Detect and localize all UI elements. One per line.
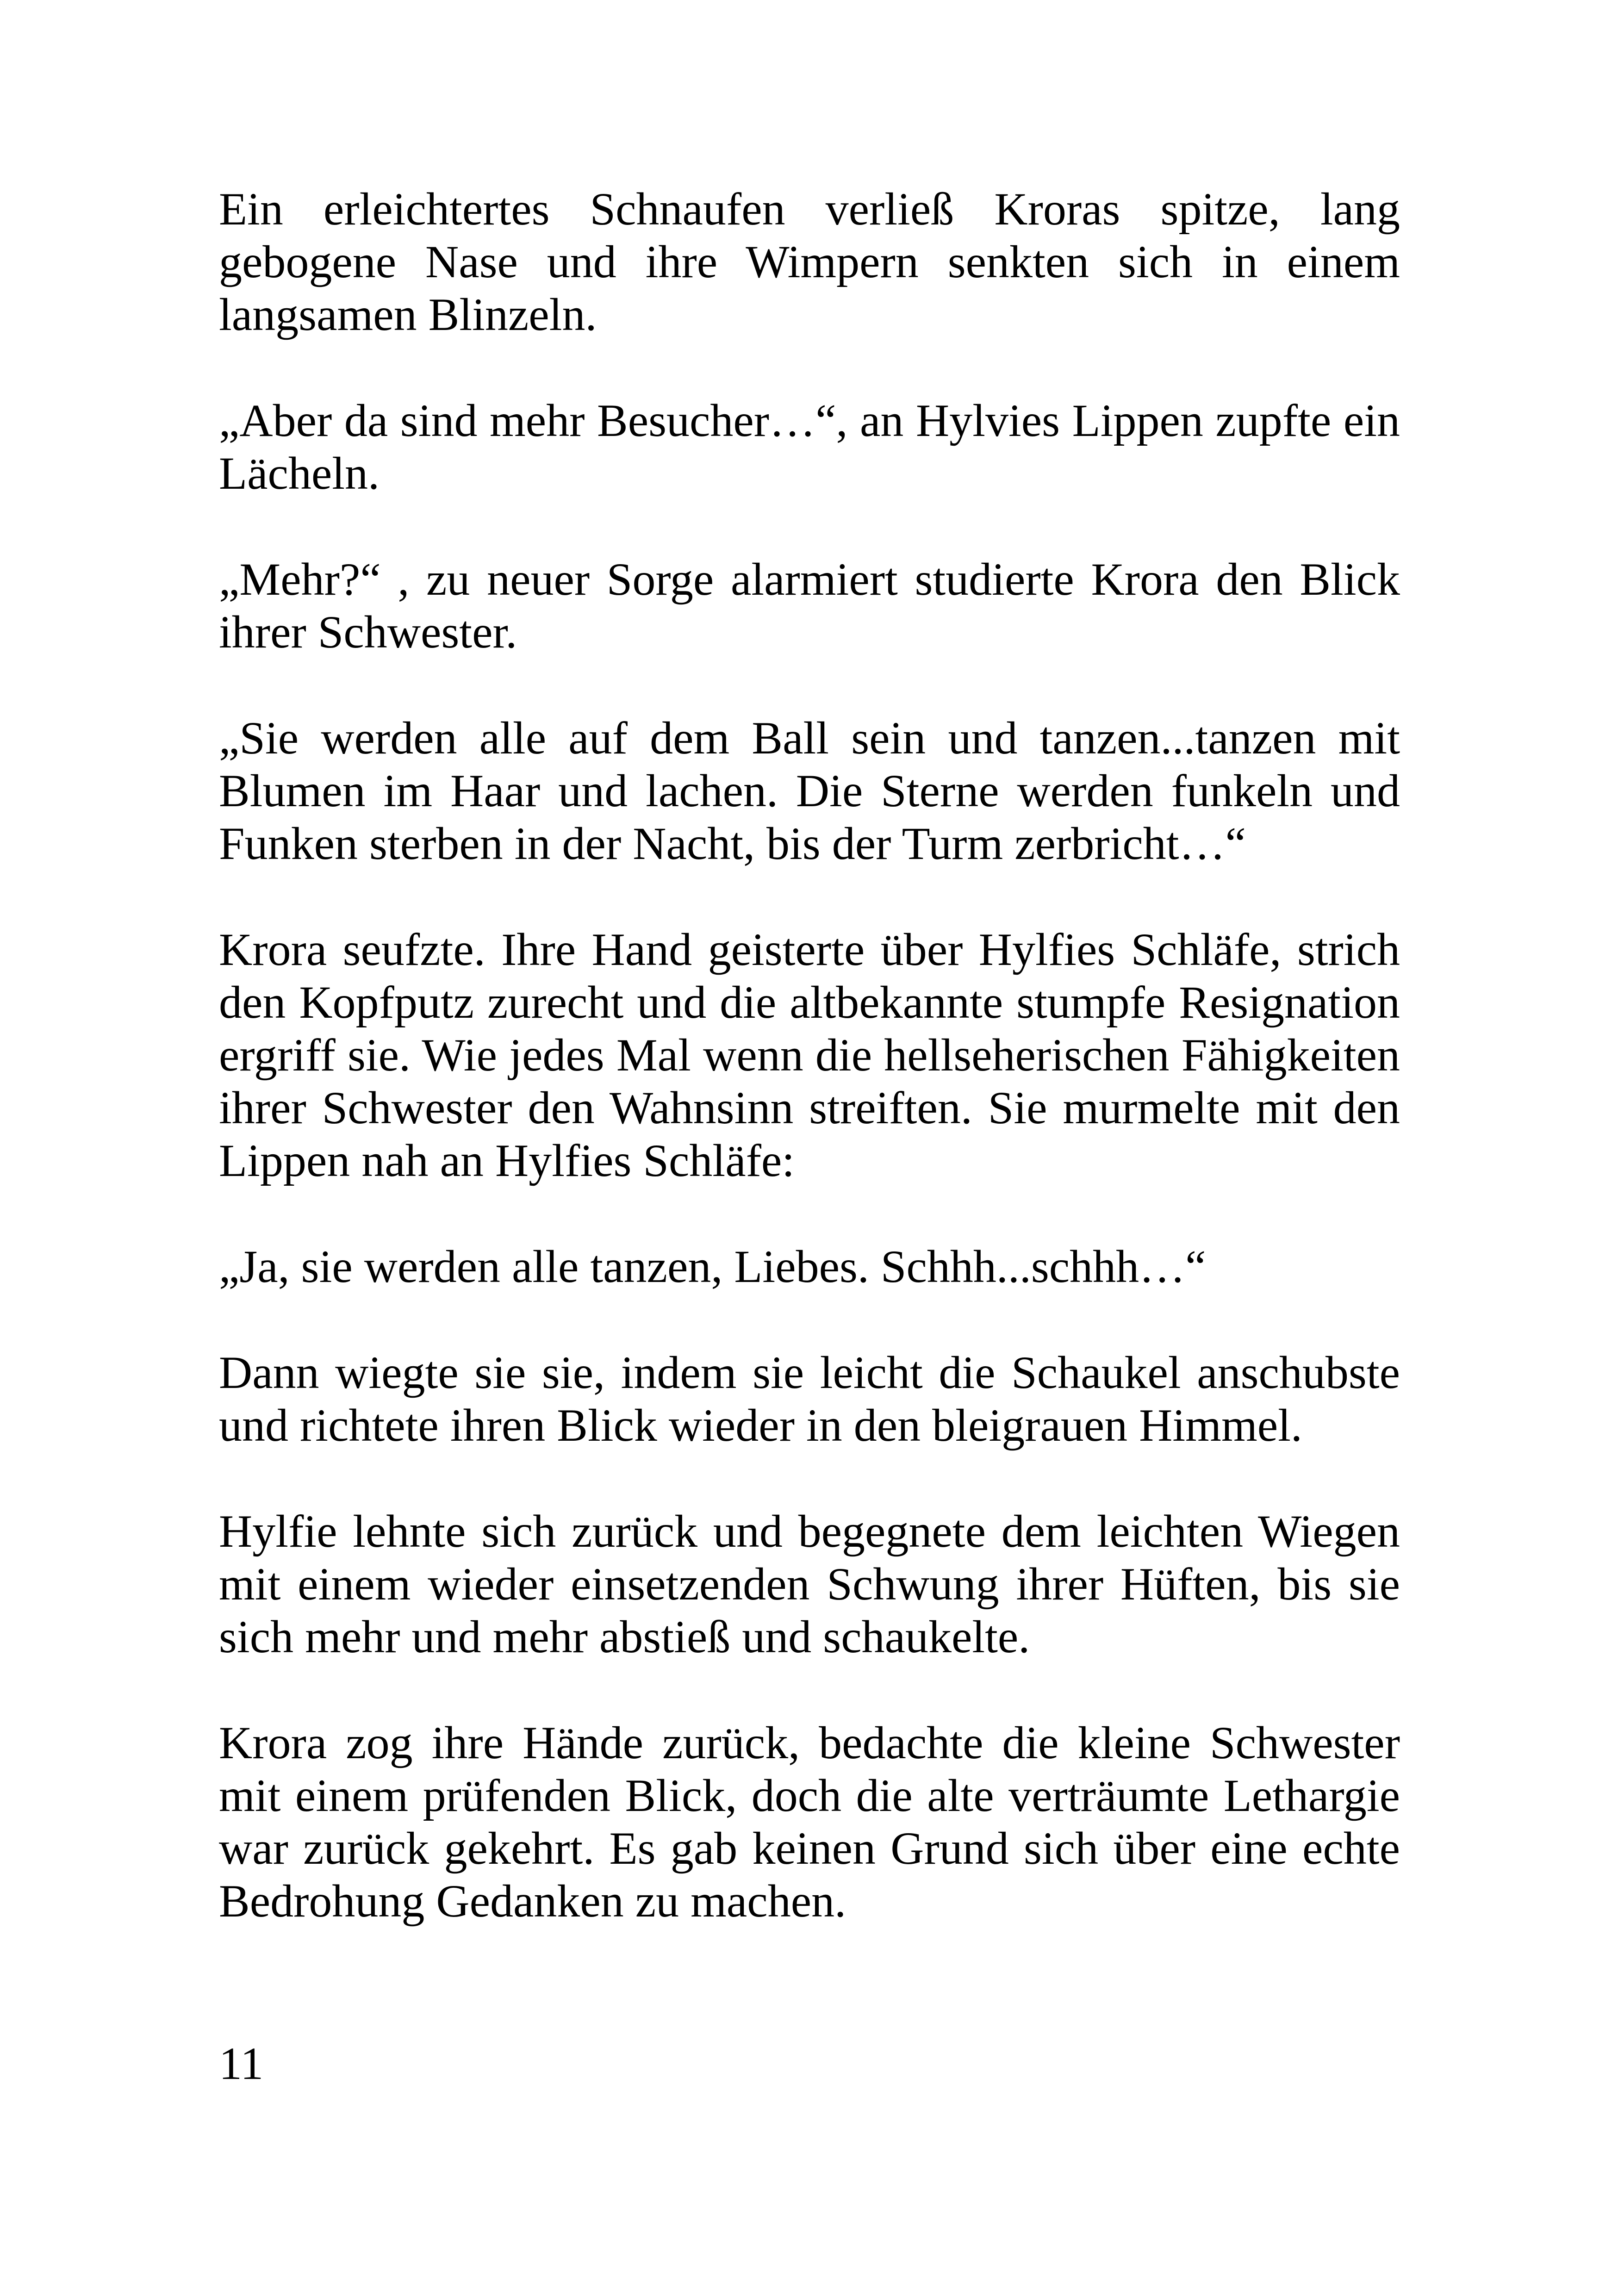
paragraph: Krora zog ihre Hände zurück, bedachte die kleine Schwester mit einem prüfenden Blick, doch die alte verträumte Lethargie war zurück gekehrt. Es gab keinen Grund sich über eine echte Bedrohung Gedanken zu machen. [219, 1717, 1400, 1927]
paragraph: „Sie werden alle auf dem Ball sein und tanzen...tanzen mit Blumen im Haar und lachen. Die Sterne werden funkeln und Funken sterben in der Nacht, bis der Turm zerbricht…“ [219, 712, 1400, 869]
paragraph: „Ja, sie werden alle tanzen, Liebes. Schhh...schhh…“ [219, 1241, 1206, 1292]
paragraph: „Aber da sind mehr Besucher…“, an Hylvies Lippen zupfte ein Lächeln. [219, 395, 1400, 499]
page-number: 11 [219, 2038, 264, 2089]
paragraph: Hylfie lehnte sich zurück und begegnete dem leichten Wiegen mit einem wieder einsetzenden Schwung ihrer Hüften, bis sie sich mehr und mehr abstieß und schaukelte. [219, 1506, 1400, 1662]
paragraph: Krora seufzte. Ihre Hand geisterte über Hylfies Schläfe, strich den Kopfputz zurecht und die altbekannte stumpfe Resignation ergriff sie. Wie jedes Mal wenn die hellseherischen Fähigkeiten ihrer Schwester den Wahnsinn streiften. Sie murmelte mit den Lippen nah an Hylfies Schläfe: [219, 924, 1400, 1186]
paragraph: Ein erleichtertes Schnaufen verließ Kroras spitze, lang gebogene Nase und ihre Wimpern senkten sich in einem langsamen Blinzeln. [219, 183, 1400, 340]
paragraph: Dann wiegte sie sie, indem sie leicht die Schaukel anschubste und richtete ihren Blick wieder in den bleigrauen Himmel. [219, 1347, 1400, 1451]
body-text [219, 183, 1400, 1981]
paragraph: „Mehr?“ , zu neuer Sorge alarmiert studierte Krora den Blick ihrer Schwester. [219, 554, 1400, 658]
